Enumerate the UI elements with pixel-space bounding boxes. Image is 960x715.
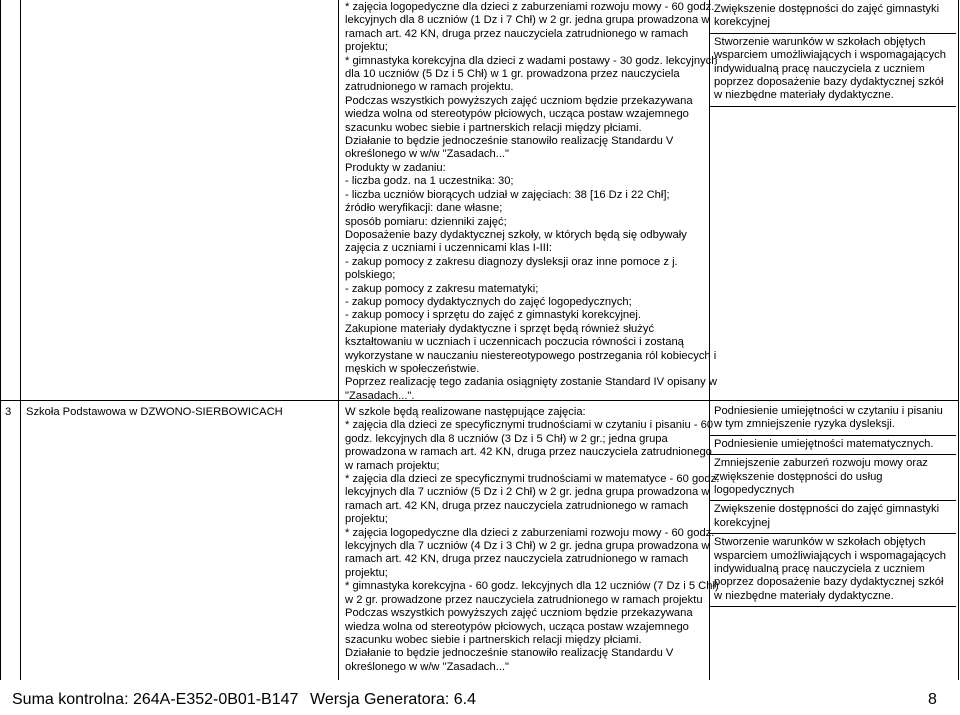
row-number: 3 — [5, 406, 12, 418]
result-line: poprzez doposażenie bazy dydaktycznej szkół — [714, 76, 944, 89]
row3-results — [710, 403, 956, 607]
table-border-left — [0, 0, 1, 680]
task-line: ramach art. 42 KN, druga przez nauczyciela zatrudnionego w ramach — [345, 499, 689, 512]
result-line: wsparciem umożliwiających i wspomagających — [714, 549, 946, 562]
result-item — [710, 436, 956, 455]
task-line: źródło weryfikacji: dane własne; — [345, 202, 503, 215]
row3-tasks — [345, 406, 719, 674]
footer-checksum: Suma kontrolna: 264A-E352-0B01-B147 — [12, 691, 299, 708]
result-line: w niezbędne materiały dydaktyczne. — [714, 89, 894, 102]
task-line: kształtowaniu w uczniach i uczennicach poczucia równości i zostaną — [345, 336, 684, 349]
task-line: Działanie to będzie jednocześnie stanowiło realizację Standardu V — [345, 135, 674, 148]
task-line: * zajęcia dla dzieci ze specyficznymi trudnościami w matematyce - 60 godz. — [345, 473, 720, 486]
result-item — [710, 455, 956, 501]
task-line: Podczas wszystkich powyższych zajęć uczniom będzie przekazywana — [345, 607, 693, 620]
task-line: projektu; — [345, 566, 388, 579]
task-line: - liczba uczniów biorących udział w zajęciach: 38 [16 Dz i 22 Chł]; — [345, 188, 670, 201]
result-item — [710, 1, 956, 34]
task-line: godz. lekcyjnych dla 8 uczniów (3 Dz i 5 Chł) w 2 gr.; jedna grupa — [345, 432, 668, 445]
result-line: Stworzenie warunków w szkołach objętych — [714, 35, 926, 48]
school-name: Szkoła Podstawowa w DZWONO-SIERBOWICACH — [26, 406, 283, 418]
result-item — [710, 403, 956, 436]
task-line: Produkty w zadaniu: — [345, 161, 446, 174]
task-line: wykorzystane w nauczaniu niestereotypowego postrzegania ról kobiecych i — [345, 349, 717, 362]
task-line: w 2 gr. prowadzone przez nauczyciela zatrudnionego w ramach projektu — [345, 593, 703, 606]
task-line: - liczba godz. na 1 uczestnika: 30; — [345, 175, 514, 188]
task-line: lekcyjnych dla 7 uczniów (5 Dz i 2 Chł) w 2 gr. jedna grupa prowadzona w — [345, 486, 710, 499]
result-line: Zmniejszenie zaburzeń rozwoju mowy oraz — [714, 457, 928, 470]
task-line: wiedza wolna od stereotypów płciowych, ucząca postaw wzajemnego — [345, 108, 689, 121]
task-line: Działanie to będzie jednocześnie stanowiło realizację Standardu V — [345, 647, 674, 660]
task-line: szacunku wobec siebie i partnerskich relacji między płciami. — [345, 121, 642, 134]
task-line: w ramach projektu; — [345, 459, 440, 472]
task-line: projektu; — [345, 513, 388, 526]
result-line: indywidualną pracę nauczyciela z uczniem — [714, 563, 925, 576]
task-line: dla 10 uczniów (5 Dz i 5 Chł) w 1 gr. prowadzona przez nauczyciela — [345, 68, 680, 81]
result-item — [710, 501, 956, 534]
task-line: projektu; — [345, 41, 388, 54]
task-line: zajęcia z uczniami i uczennicami klas I-III: — [345, 242, 553, 255]
result-line: poprzez doposażenie bazy dydaktycznej szkół — [714, 576, 944, 589]
task-line: - zakup pomocy i sprzętu do zajęć z gimnastyki korekcyjnej. — [345, 309, 641, 322]
task-line: * gimnastyka korekcyjna dla dzieci z wadami postawy - 30 godz. lekcyjnych — [345, 54, 718, 67]
task-line: - zakup pomocy dydaktycznych do zajęć logopedycznych; — [345, 295, 632, 308]
task-line: - zakup pomocy z zakresu diagnozy dysleksji oraz inne pomoce z j. — [345, 255, 678, 268]
task-line: * gimnastyka korekcyjna - 60 godz. lekcyjnych dla 12 uczniów (7 Dz i 5 Chł) — [345, 580, 719, 593]
task-line: prowadzona w ramach art. 42 KN, druga przez nauczyciela zatrudnionego — [345, 446, 712, 459]
task-line: * zajęcia dla dzieci ze specyficznymi trudnościami w czytaniu i pisaniu - 60 — [345, 419, 714, 432]
task-line: określonego w w/w "Zasadach..." — [345, 148, 510, 161]
task-line: lekcyjnych dla 7 uczniów (4 Dz i 3 Chł) w 2 gr. jedna grupa prowadzona w — [345, 540, 710, 553]
result-line: indywidualną pracę nauczyciela z uczniem — [714, 62, 925, 75]
result-item — [710, 534, 956, 607]
task-line: Doposażenie bazy dydaktycznej szkoły, w których będą się odbywały — [345, 228, 687, 241]
task-line: Zakupione materiały dydaktyczne i sprzęt będą również służyć — [345, 322, 655, 335]
task-line: szacunku wobec siebie i partnerskich relacji między płciami. — [345, 633, 642, 646]
task-line: wiedza wolna od stereotypów płciowych, ucząca postaw wzajemnego — [345, 620, 689, 633]
result-item — [710, 34, 956, 107]
task-line: * zajęcia logopedyczne dla dzieci z zaburzeniami rozwoju mowy - 60 godz. — [345, 526, 715, 539]
task-line: ramach art. 42 KN, druga przez nauczyciela zatrudnionego w ramach — [345, 553, 689, 566]
result-line: korekcyjnej — [714, 16, 770, 29]
task-line: lekcyjnych dla 8 uczniów (1 Dz i 7 Chł) w 2 gr. jedna grupa prowadzona w — [345, 14, 710, 27]
result-line: w niezbędne materiały dydaktyczne. — [714, 589, 894, 602]
table-divider-school — [338, 0, 339, 680]
result-line: zwiększenie dostępności do usług — [714, 470, 883, 483]
result-line: w tym zmniejszenie ryzyka dysleksji. — [714, 418, 895, 431]
result-line: wsparciem umożliwiających i wspomagających — [714, 49, 946, 62]
result-line: logopedycznych — [714, 484, 795, 497]
task-line: polskiego; — [345, 269, 396, 282]
result-line: Zwiększenie dostępności do zajęć gimnastyki — [714, 503, 940, 516]
table-border-right — [958, 0, 959, 680]
footer-generator: Wersja Generatora: 6.4 — [310, 691, 477, 708]
task-line: W szkole będą realizowane następujące zajęcia: — [345, 406, 586, 418]
task-line: Podczas wszystkich powyższych zajęć uczniom będzie przekazywana — [345, 94, 693, 107]
task-line: zatrudnionego w ramach projektu. — [345, 81, 514, 94]
task-line: Poprzez realizację tego zadania osiągnięty zostanie Standard IV opisany w — [345, 376, 717, 389]
task-line: określonego w w/w "Zasadach..." — [345, 660, 510, 673]
task-line: * zajęcia logopedyczne dla dzieci z zaburzeniami rozwoju mowy - 60 godz. — [345, 1, 715, 13]
footer-page-number: 8 — [928, 691, 937, 708]
result-line: Podniesienie umiejętności matematycznych. — [714, 437, 934, 450]
result-line: korekcyjnej — [714, 516, 770, 529]
task-line: "Zasadach...". — [345, 389, 415, 402]
task-line: ramach art. 42 KN, druga przez nauczyciela zatrudnionego w ramach — [345, 27, 689, 40]
table-divider-number — [20, 0, 21, 680]
prev-row-tasks — [345, 1, 717, 403]
result-line: Zwiększenie dostępności do zajęć gimnastyki — [714, 3, 940, 15]
task-line: - zakup pomocy z zakresu matematyki; — [345, 282, 539, 295]
result-line: Stworzenie warunków w szkołach objętych — [714, 536, 926, 549]
task-line: męskich w społeczeństwie. — [345, 362, 480, 375]
task-line: sposób pomiaru: dzienniki zajęć; — [345, 215, 507, 228]
result-line: Podniesienie umiejętności w czytaniu i pisaniu — [714, 405, 943, 417]
prev-row-results — [710, 1, 956, 107]
